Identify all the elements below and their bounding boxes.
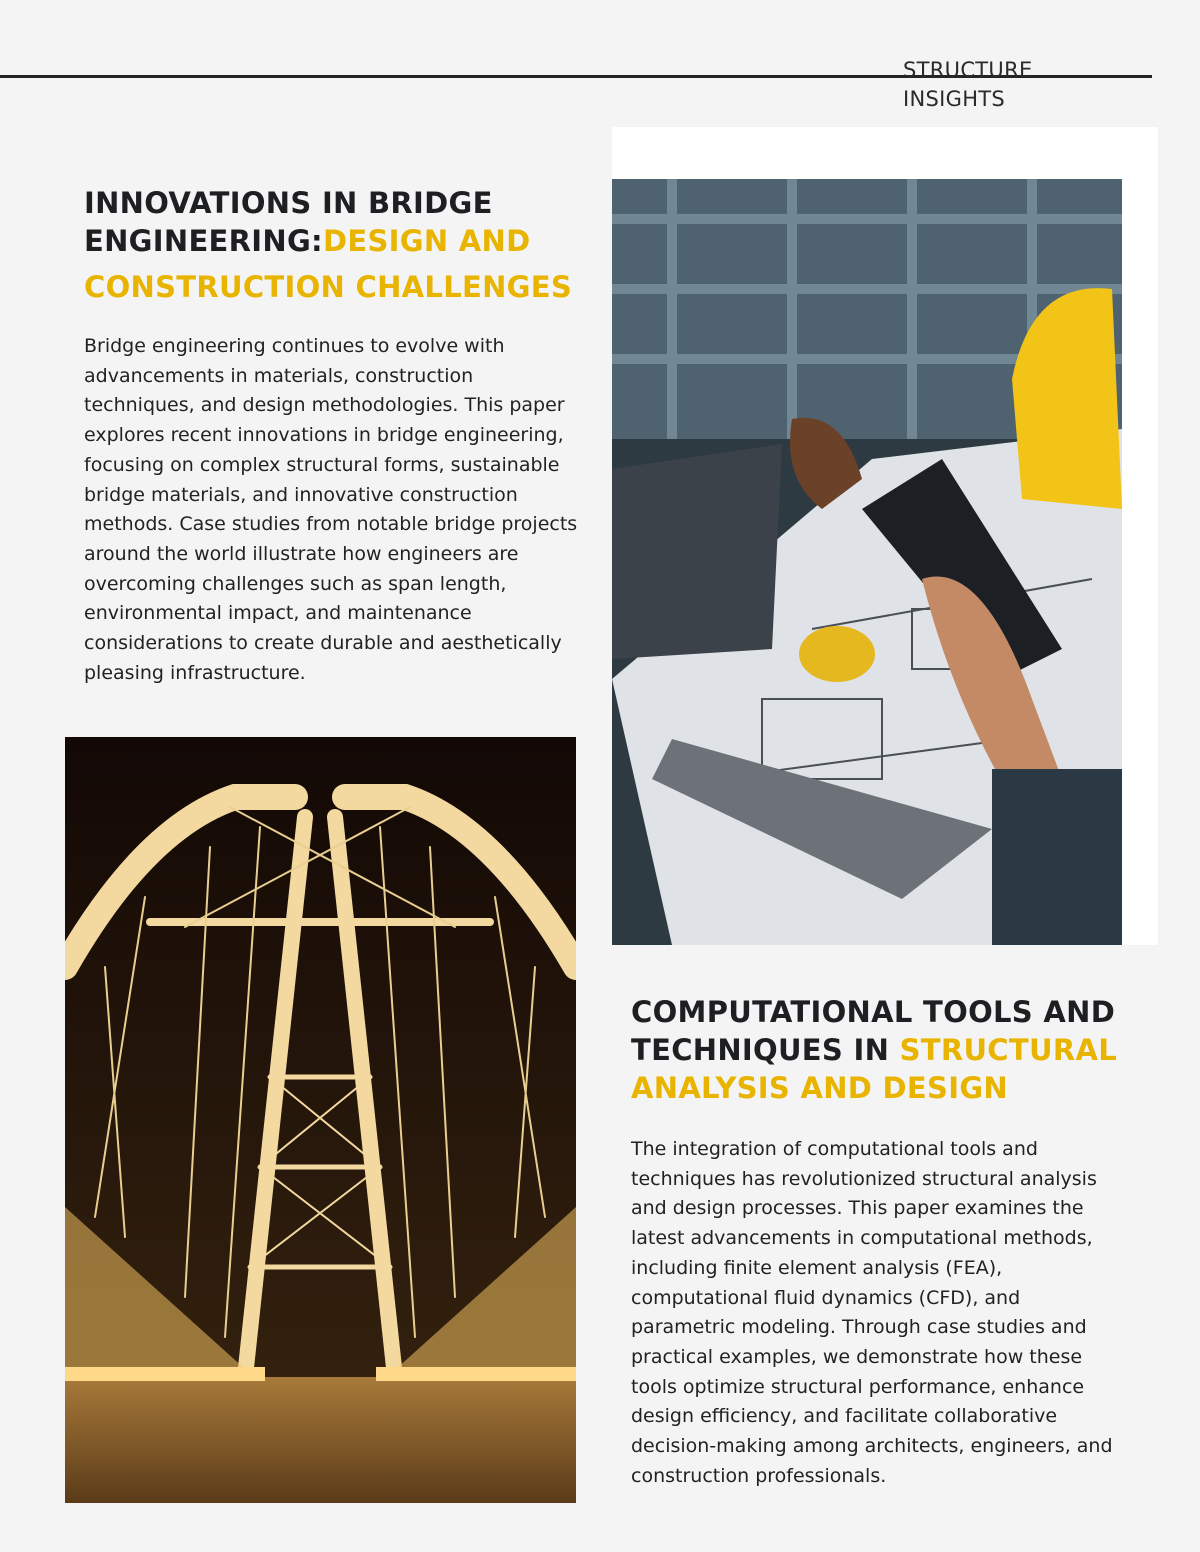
title-dark-part: INNOVATIONS IN BRIDGE: [84, 186, 493, 220]
title-accent-part: DESIGN AND: [322, 224, 531, 258]
brand-line-1: STRUCTURE: [903, 58, 1033, 82]
brand-line-2: INSIGHTS: [903, 87, 1006, 111]
title-dark-part: ENGINEERING:: [84, 224, 323, 258]
title-dark-part: TECHNIQUES IN: [631, 1033, 900, 1067]
section1-body: Bridge engineering continues to evolve with advancements in materials, construction techniques, and design methodologies. This paper explores recent innovations in bridge engineering, focusing on complex structural forms, sustainable bridge materials, and innovative construction methods. Case studies from notable bridge projects around the world illustrate how engineers are overcoming challenges such as span length, environmental impact, and maintenance considerations to create durable and aesthetically pleasing infrastructure.: [84, 335, 578, 684]
engineers-blueprint-photo: [612, 179, 1122, 945]
brand-name: [903, 56, 1033, 114]
title-accent-part: STRUCTURAL: [899, 1033, 1117, 1067]
title-accent-part: CONSTRUCTION CHALLENGES: [84, 270, 573, 304]
bridge-night-photo: [65, 737, 576, 1503]
title-accent-part: ANALYSIS AND DESIGN: [631, 1071, 1008, 1105]
section1-title: [84, 184, 624, 306]
section2-title: [631, 993, 1151, 1107]
section2-body: The integration of computational tools and techniques has revolutionized structural analysis and design processes. This paper examines the latest advancements in computational methods, including finite element analysis (FEA), computational fluid dynamics (CFD), and parametric modeling. Through case studies and practical examples, we demonstrate how these tools optimize structural performance, enhance design efficiency, and facilitate collaborative decision-making among architects, engineers, and construction professionals.: [631, 1138, 1113, 1487]
title-dark-part: COMPUTATIONAL TOOLS AND: [631, 995, 1116, 1029]
